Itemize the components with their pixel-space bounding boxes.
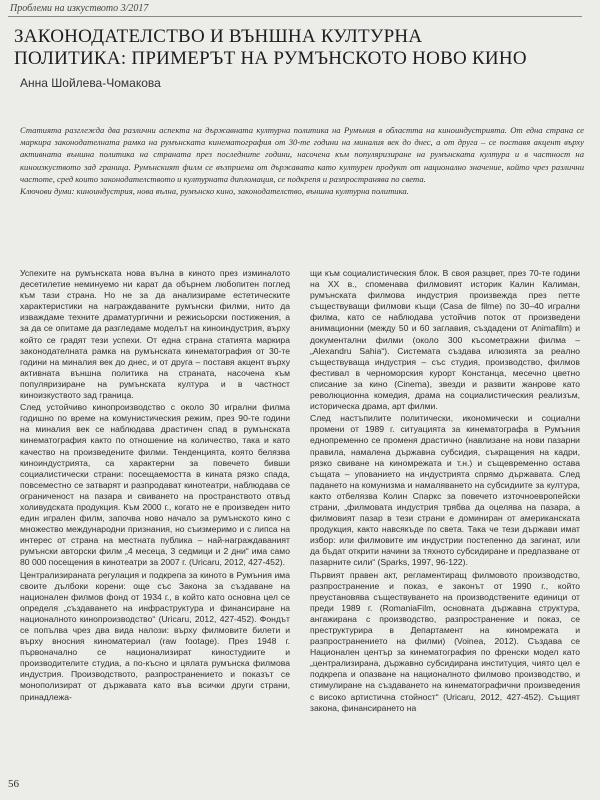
title-line-2: ПОЛИТИКА: ПРИМЕРЪТ НА РУМЪНСКОТО НОВО КИНО — [14, 48, 527, 69]
article-title — [14, 26, 589, 70]
paragraph: Централизираната регулация и подкрепа за киното в Румъния има своите дълбоки корени: още със Закона за създаване на национален филмов фонд от 1934 г., в който като основна цел се определя „създаването на инфраструктура и финансиране на националното кинопроизводство“ (Uricaru, 2012, 427-452). Фондът се попълва чрез два вида налози: върху филмовите билети и върху вносния киноматериал (raw footage). През 1948 г. първоначално се национализират киностудиите и производителите студиа, а по-късно и цялата румънска филмова индустрия. Производството, разпространението и показът се монополизират от държавата като във всички други страни, принадлежа- — [20, 569, 290, 702]
title-line-1: ЗАКОНОДАТЕЛСТВО И ВЪНШНА КУЛТУРНА — [14, 26, 423, 47]
header-divider — [8, 16, 582, 17]
journal-header: Проблеми на изкуството 3/2017 — [10, 3, 149, 14]
body-column-right — [310, 268, 580, 773]
body-column-left — [20, 268, 290, 773]
abstract — [20, 124, 584, 197]
page-number: 56 — [8, 778, 19, 790]
abstract-text: Статията разглежда два различни аспекта на държавната културна политика на Румъния в областта на киноиндустрията. От една страна се маркира законодателната рамка на румънската кинематография от 30-те години на миналия век до днес, а от друга – се поставя акцент върху активната външна политика на страната през последните години, насочена към популяризиране на румънската култура и в частност на киноизкуството зад граница. Румънският филм се възприема от държавата като културен продукт от национално значение, който чрез различни частоте, сред които законодателството и културната дипломация, се подкрепя и разпространява по света. — [20, 125, 584, 184]
paragraph: След устойчиво кинопроизводство с около 30 игрални филма годишно по време на комунистическия режим, през 90-те години на миналия век се наблюдава драстичен спад в румънската кинематография както по отношение на количество, така и като качество на произведените филми. Тенденцията, която белязва киноиндустрията, са характерни за повечето бивши социалистически страни: посещаемостта в кината рязко спада, повсеместно се затварят и разпродават кинотеатри, наблюдава се ограниченост на пазара и свиването на пространството отвъд холивудската продукция. Към 2000 г., когато не е произведен нито един игрален филм, започва ново начало за румънското кино с множество международни признания, но съизмеримо и с липса на интерес от страна на местната публика – най-награждаваният румънски авторски филм „4 месеца, 3 седмици и 2 дни“ има само 80 000 посещения в кинотеатри за 2007 г. (Uricaru, 2012, 427-452). — [20, 402, 290, 568]
paragraph: Успехите на румънската нова вълна в киното през изминалото десетилетие неминуемо ни карат да обърнем любопитен поглед към тази страна. Но не за да анализираме естетическите характеристики на награждаваните румънски филми, нито да изваждаме техните драматургични и режисьорски постижения, а за да се опитаме да разгледаме моделът на киноиндустрия, върху който се градят тези успехи. От една страна статията маркира законодателната рамка на румънската кинематография от 30-те години на миналия век до днес, и от друга – поставя акцент върху активната външна политика на страната, насочена към популяризиране на румънската култура и в частност киноизкуството зад граница. — [20, 268, 290, 401]
author-name: Анна Шойлева-Чомакова — [20, 76, 161, 90]
keywords: Ключови думи: киноиндустрия, нова вълна, румънско кино, законодателство, външна културна политика. — [20, 186, 409, 197]
paragraph: След настъпилите политически, икономически и социални промени от 1989 г. ситуацията за кинематографа в Румъния еднопременно се променя драстично (навлизане на нови пазарни правила, намалена държавна субсидия, съкращения на кадри, рязко свиване на киномрежата и т.н.) и същевременно остава същата – упованието на индустрията спрямо държавата. След падането на комунизма и намаляването на субсидиите за култура, както отбелязва Колин Спаркс за повечето източноевропейски страни, „филмовата индустрия трябва да оцелява на пазара, а филмовият пазар в тези страни е доминиран от американската продукция, както навсякъде по света. Така че тези държави имат избор: или филмовите им индустрии постепенно да загинат, или да бъдат открити начини за тяхното субсидиране и предпазване от пазарните сили“ (Sparks, 1997, 96-122). — [310, 413, 580, 568]
paragraph: щи към социалистическия блок. В своя разцвет, през 70-те години на XX в., споменава филмовият историк Калин Калиман, румънската филмова индустрия произвежда през петте съществуващи филмови къщи (Casa de filme) по 30–40 игрални филма, като се наблюдава устойчив поток от произведени анимационни (между 50 и 60 заглавия, създадени от Animafilm) и документални филми (около 300 късометражни филма – „Alexandru Sahia“). Системата създава илюзията за реално съществуваща индустрия – със студия, производство, филмов фестивал в черноморския курорт Констанца, месечно цветно списание за кино (Cinema), звезди и развити жанрове като революционна комедия, драма на социалистическия реализъм, историческа драма, арт филми. — [310, 268, 580, 412]
paragraph: Първият правен акт, регламентиращ филмовото производство, разпространение и показ, е законът от 1990 г., който преустановява съществуването на производствените единици от преди 1989 г. (RomaniaFilm, основната държавна структура, ангажирана с производство, разпространение и показ, се преструктурира в Департамент на киномрежата и разпространението на филми) (Voinea, 2012). Създава се Национален център за кинематография по френски модел като „централизирана, държавно субсидирана институция, чиято цел е подкрепа и опазване на националното филмово производство, и стимулиране на създаването на кинематографични произведения с високо артистична стойност“ (Uricaru, 2012, 427-452). Същият закона, финансирането на — [310, 569, 580, 713]
